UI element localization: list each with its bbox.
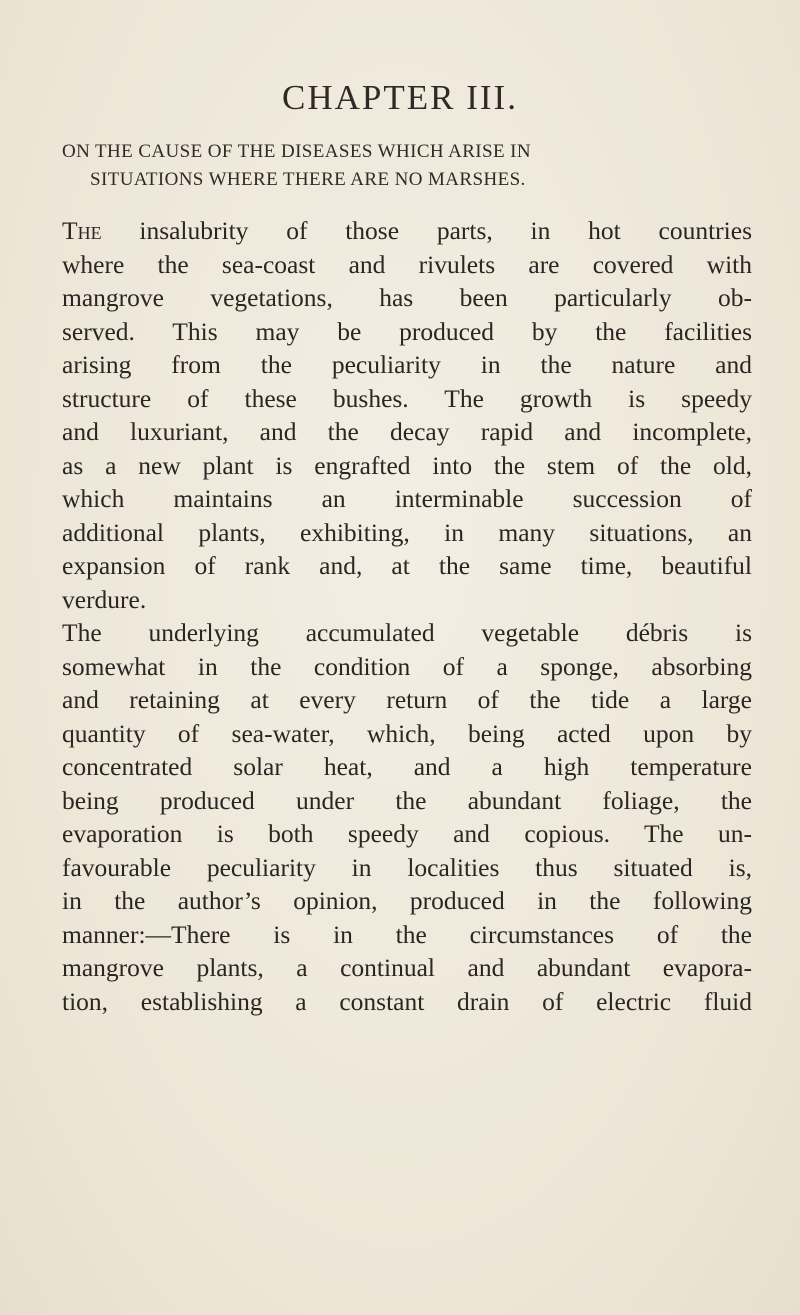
body-line: The insalubrity of those parts, in hot countries: [62, 216, 752, 245]
body-line: manner:—There is in the circumstances of the: [62, 919, 752, 949]
chapter-heading: CHAPTER III.: [282, 78, 518, 117]
body-line: in the author’s opinion, produced in the following: [62, 886, 752, 915]
body-line: The underlying accumulated vegetable débris is: [62, 618, 752, 647]
body-line: served. This may be produced by the facilities: [62, 316, 752, 346]
body-line: favourable peculiarity in localities thus situated is,: [62, 852, 752, 882]
body-line: which maintains an interminable succession of: [62, 484, 752, 513]
body-line: and luxuriant, and the decay rapid and incomplete,: [62, 417, 752, 446]
body-line: additional plants, exhibiting, in many situations, an: [62, 517, 752, 547]
body-line: evaporation is both speedy and copious. The un-: [62, 819, 752, 848]
body-line: mangrove plants, a continual and abundant evapora-: [62, 953, 752, 982]
body-line: tion, establishing a constant drain of electric fluid: [62, 986, 752, 1016]
body-line: and retaining at every return of the tide a large: [62, 685, 752, 714]
body-line: as a new plant is engrafted into the stem of the old,: [62, 450, 752, 480]
body-text: [62, 214, 752, 1018]
body-line: being produced under the abundant foliage, the: [62, 785, 752, 815]
body-line: where the sea-coast and rivulets are covered with: [62, 249, 752, 279]
body-line: expansion of rank and, at the same time, beautiful: [62, 551, 752, 580]
lead-word: The: [62, 216, 102, 245]
body-line: concentrated solar heat, and a high temperature: [62, 752, 752, 781]
body-line: arising from the peculiarity in the nature and: [62, 350, 752, 379]
chapter-subtitle-line-1: ON THE CAUSE OF THE DISEASES WHICH ARISE IN: [62, 141, 532, 162]
body-line: somewhat in the condition of a sponge, absorbing: [62, 651, 752, 681]
body-line: quantity of sea-water, which, being acted upon by: [62, 718, 752, 748]
chapter-subtitle-line-2: SITUATIONS WHERE THERE ARE NO MARSHES.: [90, 169, 526, 190]
body-line: mangrove vegetations, has been particularly ob-: [62, 283, 752, 312]
body-line: verdure.: [62, 584, 147, 614]
body-line: structure of these bushes. The growth is speedy: [62, 383, 752, 413]
